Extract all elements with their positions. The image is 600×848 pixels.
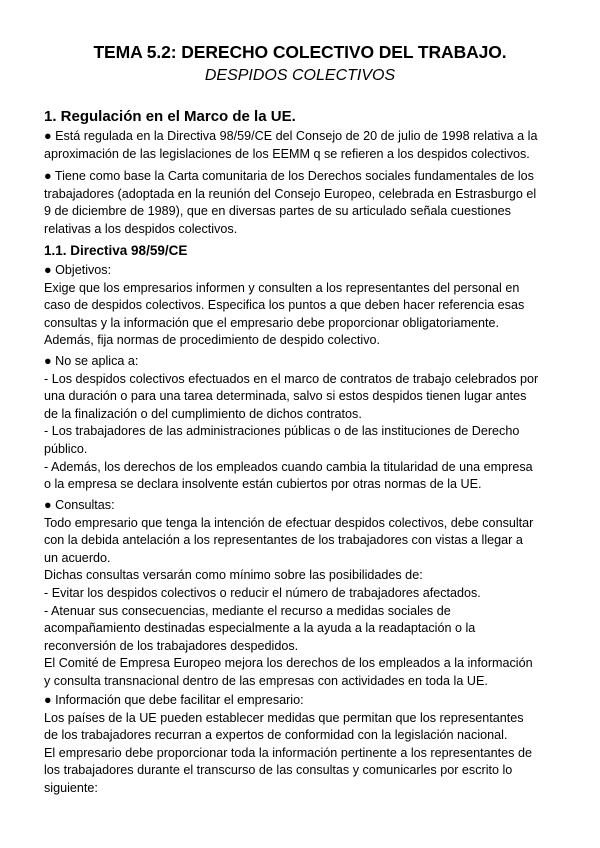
- text-line: Todo empresario que tenga la intención de efectuar despidos colectivos, debe consultar: [44, 515, 534, 530]
- paragraph: [44, 128, 564, 163]
- text-line: público.: [44, 441, 88, 456]
- text-line: Además, fija normas de procedimiento de despido colectivo.: [44, 333, 381, 348]
- text-line: - Además, los derechos de los empleados cuando cambia la titularidad de una empresa: [44, 459, 533, 474]
- text-line: El empresario debe proporcionar toda la información pertinente a los representantes de: [44, 745, 532, 760]
- text-line: - Los despidos colectivos efectuados en el marco de contratos de trabajo celebrados por: [44, 371, 539, 386]
- text-line: ● Información que debe facilitar el empresario:: [44, 693, 304, 707]
- text-line: de la finalización o del cumplimiento de dichos contratos.: [44, 406, 362, 421]
- section-heading-1: 1. Regulación en el Marco de la UE.: [44, 108, 296, 125]
- text-line: con la debida antelación a los representantes de los trabajadores con vistas a llegar a: [44, 533, 523, 548]
- text-line: ● Tiene como base la Carta comunitaria de los Derechos sociales fundamentales de los: [44, 169, 534, 183]
- section-heading-1-1: 1.1. Directiva 98/59/CE: [44, 243, 188, 258]
- text-line: relativas a los despidos colectivos.: [44, 221, 238, 236]
- page-subtitle: DESPIDOS COLECTIVOS: [204, 67, 396, 84]
- text-line: consultas y la información que el empresario debe proporcionar obligatoriamente.: [44, 315, 500, 330]
- paragraph: [44, 262, 564, 350]
- text-line: los trabajadores durante el transcurso de las consultas y comunicarles por escrito lo: [44, 763, 513, 778]
- text-line: Dichas consultas versarán como mínimo sobre las posibilidades de:: [44, 568, 423, 583]
- text-line: o la empresa se declara insolvente están cubiertos por otras normas de la UE.: [44, 477, 482, 492]
- paragraph: [44, 168, 564, 238]
- text-line: siguiente:: [44, 780, 98, 795]
- text-line: ● Objetivos:: [44, 263, 112, 277]
- text-line: - Los trabajadores de las administraciones públicas o de las instituciones de Derecho: [44, 424, 520, 439]
- text-line: y consulta transnacional dentro de las empresas con actividades en toda la UE.: [44, 673, 488, 688]
- text-line: Exige que los empresarios informen y consulten a los representantes del personal en: [44, 280, 520, 295]
- text-line: de los trabajadores recurran a expertos de conformidad con la legislación nacional.: [44, 728, 508, 743]
- text-line: reconversión de los trabajadores despedidos.: [44, 638, 299, 653]
- text-line: - Atenuar sus consecuencias, mediante el recurso a medidas sociales de: [44, 603, 451, 618]
- page-title: TEMA 5.2: DERECHO COLECTIVO DEL TRABAJO.: [93, 42, 507, 62]
- paragraph: [44, 353, 564, 494]
- text-line: ● No se aplica a:: [44, 354, 139, 368]
- text-line: - Evitar los despidos colectivos o reducir el número de trabajadores afectados.: [44, 585, 481, 600]
- text-line: caso de despidos colectivos. Especifica los puntos a que deben hacer referencia esas: [44, 298, 525, 313]
- text-line: una duración o para una tarea determinada, salvo si estos despidos tienen lugar antes: [44, 389, 527, 404]
- text-line: aproximación de las legislaciones de los EEMM q se refieren a los despidos colectivos.: [44, 146, 530, 161]
- paragraph: [44, 497, 564, 691]
- text-line: Los países de la UE pueden establecer medidas que permitan que los representantes: [44, 710, 524, 725]
- text-line: El Comité de Empresa Europeo mejora los derechos de los empleados a la información: [44, 656, 533, 671]
- text-line: un acuerdo.: [44, 550, 111, 565]
- text-line: trabajadores (adoptada en la reunión del Consejo Europeo, celebrada en Estrasburgo el: [44, 186, 537, 201]
- text-line: acompañamiento destinadas especialmente a la ayuda a la readaptación o la: [44, 621, 476, 636]
- paragraph: [44, 692, 564, 798]
- text-line: ● Consultas:: [44, 498, 115, 512]
- text-line: 9 de diciembre de 1989), que en diversas partes de su articulado señala cuestiones: [44, 204, 511, 219]
- text-line: ● Está regulada en la Directiva 98/59/CE del Consejo de 20 de julio de 1998 relativa a la: [44, 129, 538, 143]
